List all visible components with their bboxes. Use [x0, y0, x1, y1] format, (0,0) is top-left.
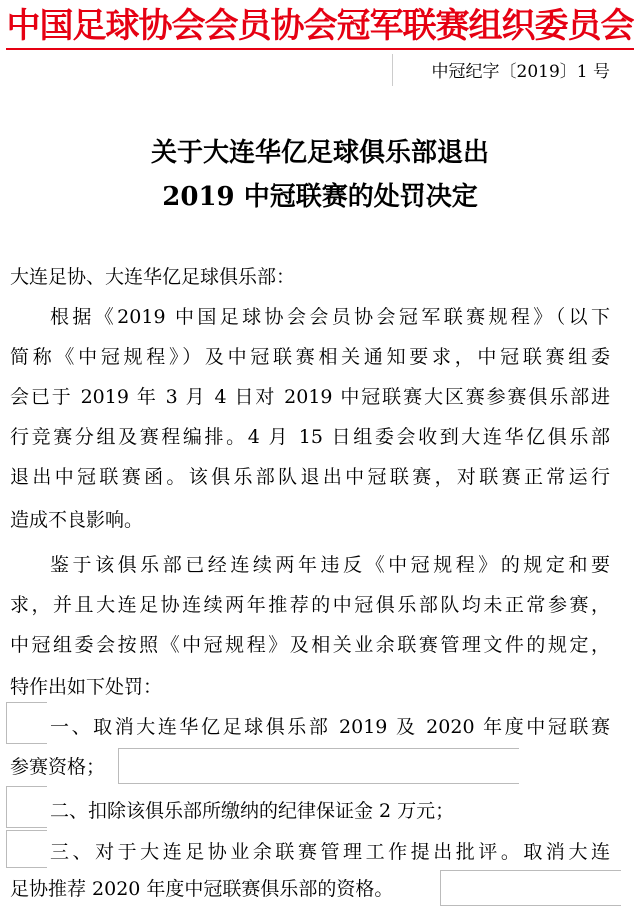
- paragraph-1-line: 造成不良影响。: [10, 509, 144, 531]
- penalty-item-3-line-2: 足协推荐 2020 年度中冠联赛俱乐部的资格。: [10, 878, 394, 900]
- penalty-item-3-line-1: 三、对于大连足协业余联赛管理工作提出批评。取消大连: [50, 841, 610, 863]
- doc-number-border: [392, 54, 393, 86]
- paragraph-1-line: 简称《中冠规程》）及中冠联赛相关通知要求，中冠联赛组委: [10, 346, 610, 368]
- doc-number: 中冠纪字〔2019〕1 号: [431, 62, 610, 82]
- document-title-line-2: 2019 中冠联赛的处罚决定: [162, 182, 478, 212]
- penalty-item-2: 二、扣除该俱乐部所缴纳的纪律保证金 2 万元；: [50, 800, 455, 822]
- paragraph-2-line: 特作出如下处罚：: [10, 676, 163, 698]
- paragraph-2-line: 中冠组委会按照《中冠规程》及相关业余联赛管理文件的规定，: [10, 634, 610, 656]
- paragraph-1-line: 行竞赛分组及赛程编排。4 月 15 日组委会收到大连华亿俱乐部: [10, 426, 610, 448]
- penalty-item-1-line-1: 一、取消大连华亿足球俱乐部 2019 及 2020 年度中冠联赛: [50, 716, 610, 738]
- document-title-line-1: 关于大连华亿足球俱乐部退出: [150, 138, 489, 168]
- penalty-border: [6, 830, 47, 868]
- addressee: 大连足协、大连华亿足球俱乐部：: [10, 266, 296, 288]
- paragraph-1-line: 会已于 2019 年 3 月 4 日对 2019 中冠联赛大区赛参赛俱乐部进: [10, 386, 610, 408]
- paragraph-1-line: 根据《2019 中国足球协会会员协会冠军联赛规程》（以下: [50, 306, 610, 328]
- penalty-item-1-line-2: 参赛资格；: [10, 756, 106, 778]
- paragraph-1-line: 退出中冠联赛函。该俱乐部队退出中冠联赛，对联赛正常运行: [10, 466, 610, 488]
- header-organization: 中国足球协会会员协会冠军联赛组织委员会: [6, 6, 634, 46]
- paragraph-2-line: 求，并且大连足协连续两年推荐的中冠俱乐部队均未正常参赛，: [10, 594, 610, 616]
- header-rule: [6, 48, 634, 50]
- paragraph-2-line: 鉴于该俱乐部已经连续两年违反《中冠规程》的规定和要: [50, 554, 610, 576]
- penalty-border: [6, 702, 47, 744]
- penalty-border: [6, 786, 47, 828]
